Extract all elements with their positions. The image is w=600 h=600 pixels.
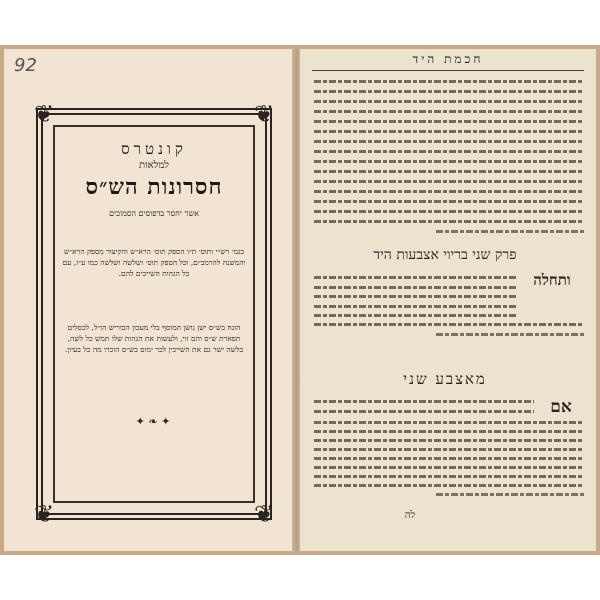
ornament-corner-icon: ❦ bbox=[253, 100, 275, 128]
body-text-line bbox=[314, 100, 584, 103]
body-text-line bbox=[314, 314, 516, 317]
body-text-line bbox=[314, 448, 584, 451]
body-text-line bbox=[314, 150, 584, 153]
body-text-line bbox=[314, 80, 584, 83]
body-text-line bbox=[314, 410, 534, 413]
subtitle-description: אשר יחסר בדפוסים הסמוכים bbox=[109, 209, 199, 218]
section-heading-1: פרק שני בריוי אצבעות היד bbox=[373, 247, 517, 263]
opening-word-2: אם bbox=[550, 397, 572, 417]
body-text-line bbox=[314, 295, 516, 298]
title-line-1: קונטרס bbox=[121, 140, 187, 158]
body-text-line bbox=[314, 457, 584, 460]
body-text-line bbox=[314, 466, 584, 469]
ornament-rule-icon: ✦ ❧ ✦ bbox=[135, 415, 171, 428]
body-text-line bbox=[436, 493, 585, 496]
body-text-line bbox=[314, 210, 584, 213]
title-line-2: למלאות bbox=[139, 160, 169, 171]
ornament-corner-icon: ❦ bbox=[33, 500, 55, 528]
ornament-corner-icon: ❦ bbox=[33, 100, 55, 128]
imprint-paragraph: הונח בש״ס ישן נושן המוסף בלי מעכון הכוריש הו״ל, לכסלים תפארת ש״ס והם זוי, ולעשות את הגהות שלו תמש כל לשה, בלשה ישר גם את השייכין לכר ימוס בש״ס הוכרו מה כל בעיון. bbox=[64, 323, 244, 354]
body-text-line bbox=[314, 439, 584, 442]
body-text-line bbox=[314, 90, 584, 93]
body-text-line bbox=[314, 400, 534, 403]
header-rule bbox=[312, 70, 584, 71]
folio-number: לה bbox=[404, 510, 416, 521]
body-text-line bbox=[314, 421, 584, 424]
main-title: חסרונות הש״ס bbox=[85, 174, 223, 200]
running-header: חכמת היד bbox=[412, 52, 484, 66]
body-text-line bbox=[314, 200, 584, 203]
body-text-line bbox=[314, 170, 584, 173]
body-text-line bbox=[314, 120, 584, 123]
body-text-line bbox=[314, 130, 584, 133]
body-text-line bbox=[436, 333, 585, 336]
body-text-line bbox=[314, 190, 584, 193]
body-text-line bbox=[314, 305, 516, 308]
body-text-line bbox=[314, 430, 584, 433]
section-heading-2: מאצבע שני bbox=[403, 370, 487, 388]
ornament-corner-icon: ❦ bbox=[253, 500, 275, 528]
opening-word: ותחלה bbox=[533, 271, 571, 289]
body-text-line bbox=[314, 286, 516, 289]
body-text-line bbox=[314, 110, 584, 113]
body-text-line bbox=[314, 140, 584, 143]
body-text-line bbox=[436, 230, 585, 233]
body-text-line bbox=[314, 276, 516, 279]
body-text-line bbox=[314, 323, 584, 326]
pencil-page-number: 92 bbox=[14, 55, 37, 76]
body-text-line bbox=[314, 220, 584, 223]
body-text-line bbox=[314, 160, 584, 163]
body-text-line bbox=[314, 475, 584, 478]
body-text-line bbox=[314, 180, 584, 183]
contents-paragraph: בגמ׳ רש״י ותוס׳ ת״ו הספק תוס׳ הרא״ש והקיצור מספק הרא״ש והמשנה להרמב״ם, וכל הספק תוס׳ ושלשה ושלשה כמו ע״ז, עם כל הגהות השייכים להם. bbox=[62, 247, 246, 278]
body-text-line bbox=[314, 484, 584, 487]
